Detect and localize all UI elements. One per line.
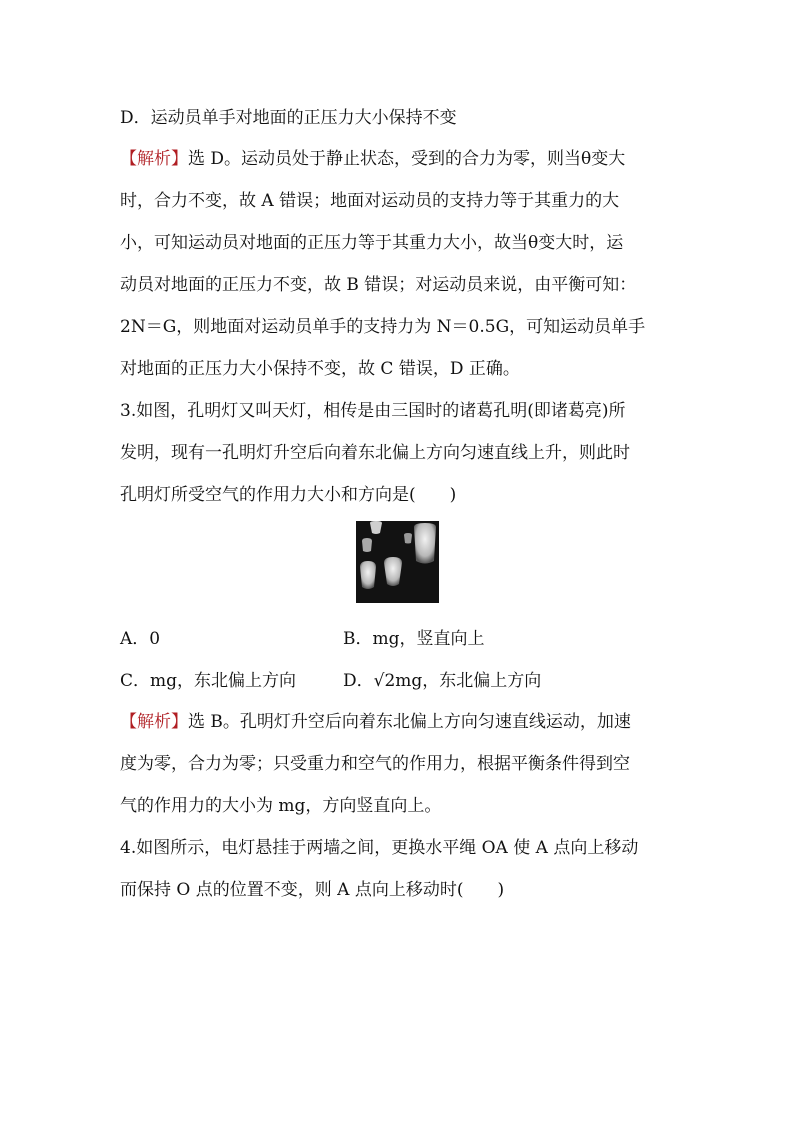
analysis-line-4: 动员对地面的正压力不变，故 B 错误；对运动员来说，由平衡可知： [120, 275, 637, 295]
option-d: D．√2mg，东北偏上方向 [343, 671, 542, 691]
analysis-3-line-3: 气的作用力的大小为 mg，方向竖直向上。 [120, 796, 442, 816]
analysis-3-line-2: 度为零，合力为零；只受重力和空气的作用力，根据平衡条件得到空 [120, 754, 630, 774]
sky-lanterns-photo-icon [356, 521, 439, 603]
question-4-line-1: 4.如图所示，电灯悬挂于两墙之间，更换水平绳 OA 使 A 点向上移动 [120, 838, 639, 858]
option-a: A．0 [120, 629, 161, 649]
analysis-line-6: 对地面的正压力大小保持不变，故 C 错误，D 正确。 [120, 359, 520, 379]
question-3-line-3: 孔明灯所受空气的作用力大小和方向是( ) [120, 485, 457, 505]
analysis-line-3: 小，可知运动员对地面的正压力等于其重力大小，故当θ变大时，运 [120, 233, 624, 253]
question-3-line-2: 发明，现有一孔明灯升空后向着东北偏上方向匀速直线上升，则此时 [120, 443, 630, 463]
analysis-line-1: 【解析】选 D。运动员处于静止状态，受到的合力为零，则当θ变大 [120, 149, 626, 169]
analysis-line-5: 2N＝G，则地面对运动员单手的支持力为 N＝0.5G，可知运动员单手 [120, 317, 646, 337]
analysis-tag-2: 【解析】 [120, 712, 188, 732]
option-b: B．mg，竖直向上 [343, 629, 485, 649]
analysis-line-2: 时，合力不变，故 A 错误；地面对运动员的支持力等于其重力的大 [120, 191, 620, 211]
analysis-3-line-1: 【解析】选 B。孔明灯升空后向着东北偏上方向匀速直线运动，加速 [120, 712, 631, 732]
question-4-line-2: 而保持 O 点的位置不变，则 A 点向上移动时( ) [120, 880, 505, 900]
option-d-prev: D．运动员单手对地面的正压力大小保持不变 [120, 108, 457, 128]
analysis-tag: 【解析】 [120, 149, 188, 169]
option-c: C．mg，东北偏上方向 [120, 671, 297, 691]
question-3-line-1: 3.如图，孔明灯又叫天灯，相传是由三国时的诸葛孔明(即诸葛亮)所 [120, 401, 626, 421]
